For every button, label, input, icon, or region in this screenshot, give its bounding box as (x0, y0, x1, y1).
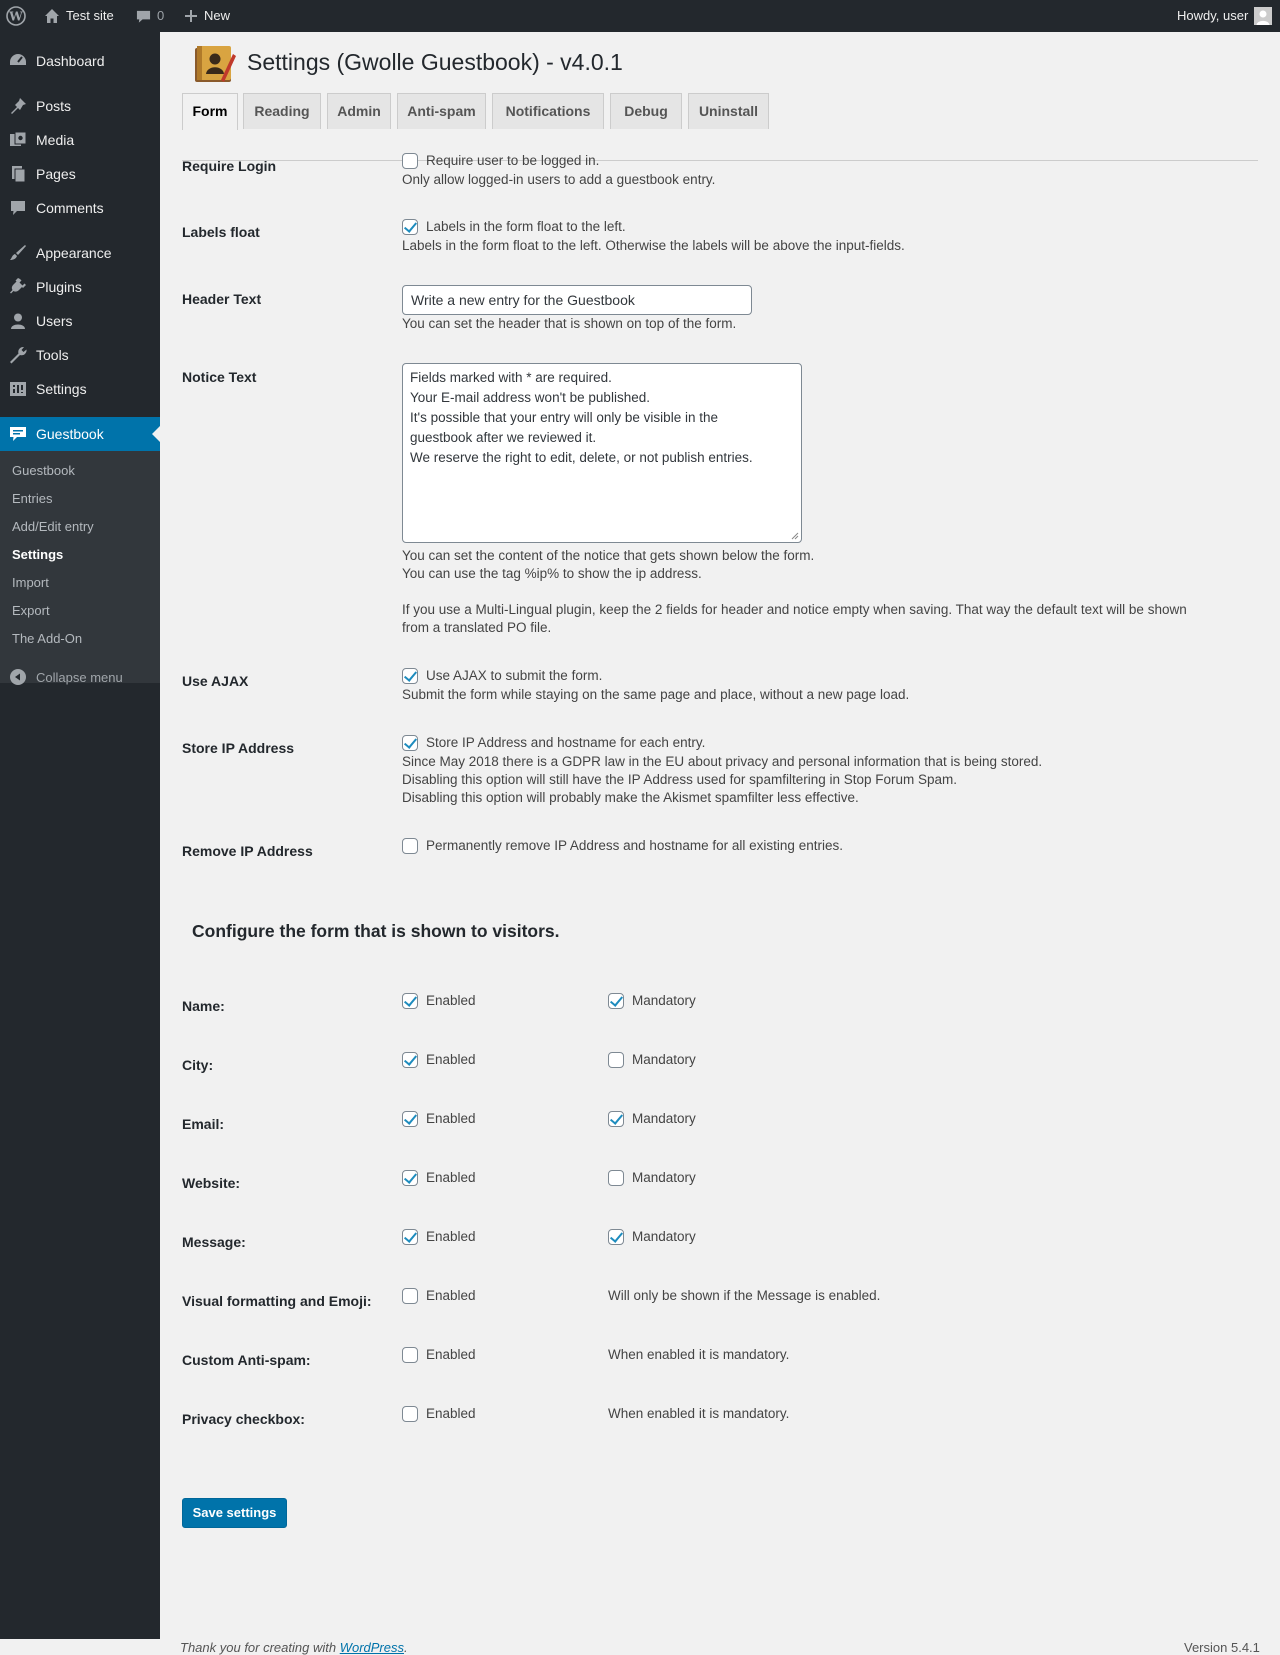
field-city-label: City: (182, 1057, 214, 1073)
field-email-enabled-checkbox[interactable] (402, 1111, 418, 1127)
footer-thanks-prefix: Thank you for creating with (180, 1640, 340, 1655)
howdy-text: Howdy, user (1177, 8, 1249, 23)
store-ip-description-2: Disabling this option will still have the IP Address used for spamfiltering in Stop Forum Spam. (402, 772, 958, 787)
sidebar-item-label: Media (36, 132, 75, 148)
media-icon (0, 130, 36, 150)
field-visual-formatting-label: Visual formatting and Emoji: (182, 1293, 372, 1309)
tab-debug[interactable]: Debug (610, 93, 682, 129)
field-website-mandatory-label[interactable]: Mandatory (632, 1170, 696, 1185)
sidebar-item-posts[interactable] (0, 89, 160, 123)
header-text-input[interactable] (402, 285, 752, 315)
sidebar-item-settings[interactable] (0, 372, 160, 406)
save-settings-button[interactable]: Save settings (182, 1498, 287, 1528)
field-name-mandatory-checkbox[interactable] (608, 993, 624, 1009)
wrench-icon (0, 345, 36, 365)
sidebar-item-appearance[interactable] (0, 236, 160, 270)
sidebar-item-label: Pages (36, 166, 76, 182)
collapse-arrow-icon (10, 669, 26, 685)
tab-admin[interactable]: Admin (327, 93, 391, 129)
use-ajax-description: Submit the form while staying on the same page and place, without a new page load. (402, 687, 910, 702)
user-icon (0, 311, 36, 331)
field-website-enabled-label[interactable]: Enabled (426, 1170, 476, 1185)
plug-icon (0, 277, 36, 297)
notice-text-description-1: You can set the content of the notice that gets shown below the form. (402, 548, 815, 563)
field-city-enabled-label[interactable]: Enabled (426, 1052, 476, 1067)
store-ip-checkbox-label[interactable]: Store IP Address and hostname for each entry. (426, 735, 706, 750)
notice-text-description-4: from a translated PO file. (402, 620, 552, 635)
use-ajax-checkbox-label[interactable]: Use AJAX to submit the form. (426, 668, 603, 683)
sidebar-item-pages[interactable] (0, 157, 160, 191)
sidebar-item-label: Guestbook (36, 426, 104, 442)
field-city-mandatory-label[interactable]: Mandatory (632, 1052, 696, 1067)
brush-icon (0, 243, 36, 263)
new-label: New (204, 8, 231, 23)
field-custom-antispam-enabled-checkbox[interactable] (402, 1347, 418, 1363)
field-website-mandatory-checkbox[interactable] (608, 1170, 624, 1186)
pages-icon (0, 164, 36, 184)
field-visual-formatting-note: Will only be shown if the Message is enabled. (608, 1288, 881, 1303)
header-text-label: Header Text (182, 291, 262, 307)
submenu-add-edit-entry[interactable]: Add/Edit entry (12, 519, 94, 534)
tab-reading[interactable]: Reading (243, 93, 321, 129)
wordpress-link[interactable]: WordPress (339, 1640, 404, 1655)
tab-uninstall[interactable]: Uninstall (688, 93, 769, 129)
sidebar-item-plugins[interactable] (0, 270, 160, 304)
field-privacy-label: Privacy checkbox: (182, 1411, 305, 1427)
field-city-mandatory-checkbox[interactable] (608, 1052, 624, 1068)
footer-thanks-suffix: . (404, 1640, 408, 1655)
svg-text:W: W (9, 9, 23, 24)
labels-float-label: Labels float (182, 224, 260, 240)
notice-text-description-3: If you use a Multi-Lingual plugin, keep the 2 fields for header and notice empty when saving. That way the default text will be shown (402, 602, 1187, 617)
sidebar-item-guestbook[interactable] (0, 417, 160, 451)
field-name-mandatory-label[interactable]: Mandatory (632, 993, 696, 1008)
field-visual-formatting-enabled-checkbox[interactable] (402, 1288, 418, 1304)
sidebar-item-label: Plugins (36, 279, 82, 295)
sidebar-item-label: Tools (36, 347, 69, 363)
require-login-label: Require Login (182, 158, 277, 174)
field-name-label: Name: (182, 998, 225, 1014)
submenu-settings[interactable]: Settings (12, 547, 64, 562)
sidebar-item-dashboard[interactable] (0, 44, 160, 78)
avatar (1254, 7, 1272, 25)
new-content-link[interactable] (184, 0, 230, 32)
collapse-menu-label: Collapse menu (36, 669, 123, 685)
field-message-enabled-label[interactable]: Enabled (426, 1229, 476, 1244)
notice-text-description-2: You can use the tag %ip% to show the ip address. (402, 566, 702, 581)
comments-link[interactable] (136, 0, 164, 32)
sidebar-item-label: Users (36, 313, 73, 329)
page-title: Settings (Gwolle Guestbook) - v4.0.1 (247, 49, 623, 75)
sidebar-item-label: Posts (36, 98, 72, 114)
use-ajax-label: Use AJAX (182, 673, 249, 689)
field-name-enabled-label[interactable]: Enabled (426, 993, 476, 1008)
field-privacy-note: When enabled it is mandatory. (608, 1406, 790, 1421)
require-login-description: Only allow logged-in users to add a guestbook entry. (402, 172, 716, 187)
sidebar-item-label: Appearance (36, 245, 112, 261)
labels-float-checkbox[interactable] (402, 219, 418, 235)
field-email-label: Email: (182, 1116, 225, 1132)
sidebar-item-users[interactable] (0, 304, 160, 338)
submenu-entries[interactable]: Entries (12, 491, 53, 506)
settings-icon (0, 379, 36, 399)
tab-notifications[interactable]: Notifications (492, 93, 604, 129)
dashboard-icon (0, 51, 36, 71)
labels-float-description: Labels in the form float to the left. Otherwise the labels will be above the input-fields. (402, 238, 905, 253)
notice-line: guestbook after we reviewed it. (410, 430, 597, 445)
sidebar-item-tools[interactable] (0, 338, 160, 372)
my-account-link[interactable] (1177, 0, 1272, 32)
notice-line: Fields marked with * are required. (410, 370, 612, 385)
field-email-mandatory-checkbox[interactable] (608, 1111, 624, 1127)
field-visual-formatting-enabled-label[interactable]: Enabled (426, 1288, 476, 1303)
field-email-mandatory-label[interactable]: Mandatory (632, 1111, 696, 1126)
field-custom-antispam-label: Custom Anti-spam: (182, 1352, 311, 1368)
store-ip-description-3: Disabling this option will probably make the Akismet spamfilter less effective. (402, 790, 859, 805)
require-login-checkbox-label[interactable]: Require user to be logged in. (426, 153, 600, 168)
remove-ip-checkbox-label[interactable]: Permanently remove IP Address and hostname for all existing entries. (426, 838, 843, 853)
notice-line: Your E-mail address won't be published. (410, 390, 650, 405)
field-city-enabled-checkbox[interactable] (402, 1052, 418, 1068)
field-privacy-enabled-checkbox[interactable] (402, 1406, 418, 1422)
form-config-heading: Configure the form that is shown to visitors. (192, 921, 560, 941)
pin-icon (0, 96, 36, 116)
tab-form[interactable]: Form (182, 93, 238, 130)
field-privacy-enabled-label[interactable]: Enabled (426, 1406, 476, 1421)
plus-icon (184, 9, 198, 23)
submenu-guestbook[interactable]: Guestbook (12, 463, 75, 478)
field-website-enabled-checkbox[interactable] (402, 1170, 418, 1186)
submenu-export[interactable]: Export (12, 603, 50, 618)
collapse-menu-button[interactable] (0, 664, 160, 690)
field-message-mandatory-label[interactable]: Mandatory (632, 1229, 696, 1244)
settings-tabs (182, 93, 1258, 161)
store-ip-label: Store IP Address (182, 740, 295, 756)
sidebar-item-media[interactable] (0, 123, 160, 157)
guestbook-book-icon (191, 44, 237, 84)
remove-ip-checkbox[interactable] (402, 838, 418, 854)
use-ajax-checkbox[interactable] (402, 668, 418, 684)
sidebar-item-label: Settings (36, 381, 87, 397)
wordpress-logo-icon[interactable] (6, 0, 26, 32)
admin-bar (0, 0, 1280, 32)
require-login-checkbox[interactable] (402, 153, 418, 169)
store-ip-description-1: Since May 2018 there is a GDPR law in the EU about privacy and personal information that is being stored. (402, 754, 1043, 769)
notice-text-label: Notice Text (182, 369, 257, 385)
submenu-the-add-on[interactable]: The Add-On (12, 631, 83, 646)
site-name-link[interactable] (44, 0, 114, 32)
resize-handle-icon[interactable] (791, 532, 799, 540)
comments-count: 0 (157, 8, 165, 23)
notice-text-textarea[interactable] (402, 363, 802, 543)
sidebar-item-label: Comments (36, 200, 104, 216)
notice-line: We reserve the right to edit, delete, or not publish entries. (410, 450, 753, 465)
labels-float-checkbox-label[interactable]: Labels in the form float to the left. (426, 219, 626, 234)
admin-sidebar (0, 32, 160, 1639)
comment-icon (136, 9, 151, 24)
field-name-enabled-checkbox[interactable] (402, 993, 418, 1009)
field-message-label: Message: (182, 1234, 246, 1250)
header-text-description: You can set the header that is shown on top of the form. (402, 316, 737, 331)
field-email-enabled-label[interactable]: Enabled (426, 1111, 476, 1126)
site-name: Test site (66, 8, 114, 23)
comment-icon (0, 198, 36, 218)
sidebar-item-label: Dashboard (36, 53, 105, 69)
guestbook-icon (0, 424, 36, 444)
field-message-mandatory-checkbox[interactable] (608, 1229, 624, 1245)
notice-line: It's possible that your entry will only be visible in the (410, 410, 718, 425)
footer-version: Version 5.4.1 (1184, 1640, 1260, 1655)
field-website-label: Website: (182, 1175, 241, 1191)
submenu-import[interactable]: Import (12, 575, 49, 590)
guestbook-submenu (0, 451, 160, 683)
field-custom-antispam-note: When enabled it is mandatory. (608, 1347, 790, 1362)
sidebar-item-comments[interactable] (0, 191, 160, 225)
field-custom-antispam-enabled-label[interactable]: Enabled (426, 1347, 476, 1362)
tab-anti-spam[interactable]: Anti-spam (397, 93, 486, 129)
store-ip-checkbox[interactable] (402, 735, 418, 751)
field-message-enabled-checkbox[interactable] (402, 1229, 418, 1245)
footer-thanks (180, 1640, 408, 1655)
home-icon (44, 8, 60, 24)
remove-ip-label: Remove IP Address (182, 843, 313, 859)
